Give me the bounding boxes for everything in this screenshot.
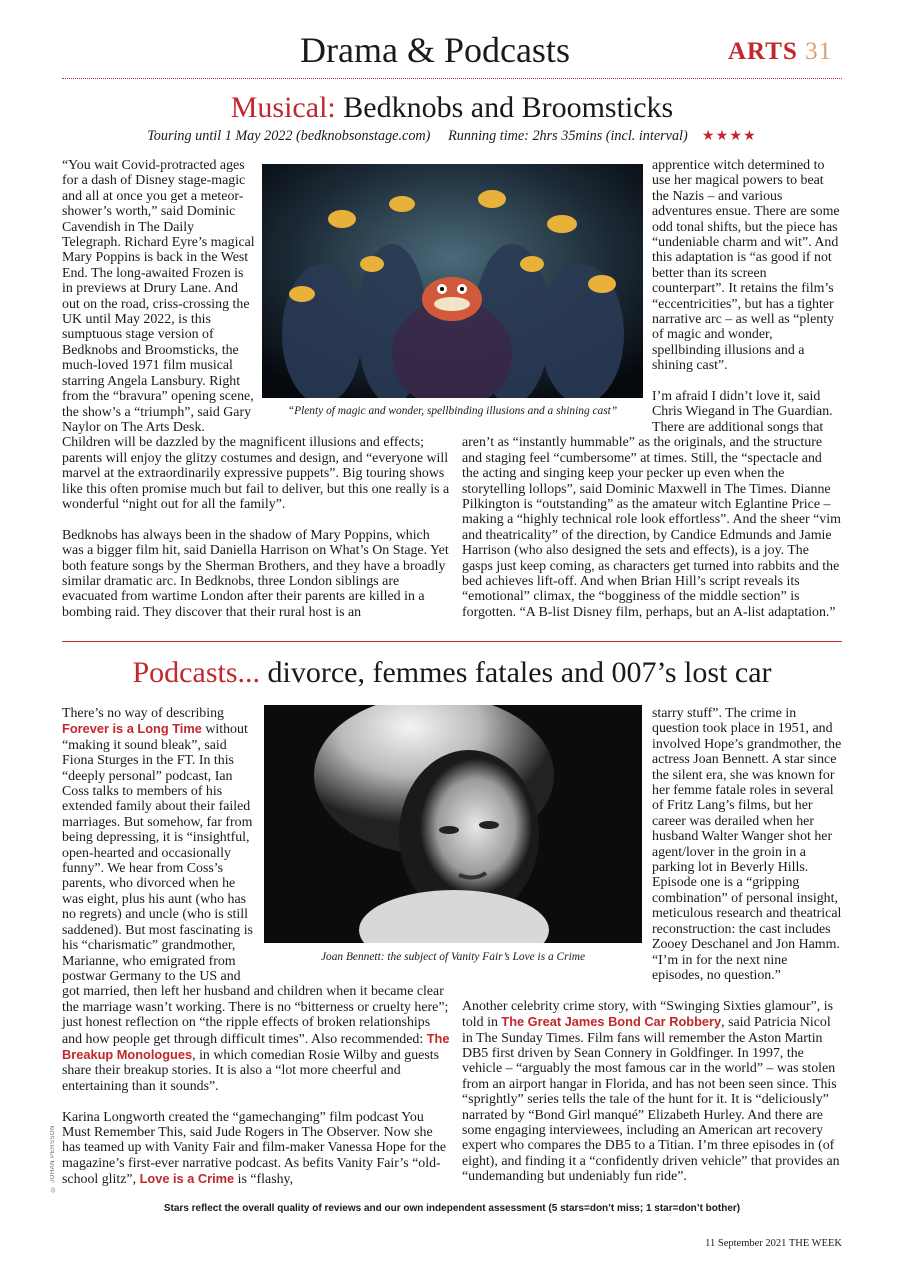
musical-para-4: I’m afraid I didn’t love it, said Chris Wiegand in The Guardian. There are additional songs that aren’t as “instantly hummable” as the originals, and the structure and staging feel “cumbersome” at times. Still, the “spectacle and the acting and singing keep your pecker up even when the storytelling lollops”, said Dominic Maxwell in The Times. Dianne Pilkington is “outstanding” as the amateur witch Eglantine Price – making a “highly technical role look effortless”. And the sheer “vim and theatricality” of the direction, by Candice Edmunds and Jamie Harrison (who also designed the sets and effects), is a joy. The gasps just keep coming, as characters get turned into rabbits and the bed achieves lift-off. And when Brian Hill’s script reveals its “emotional” climax, the “bogginess of the middle section” is forgotten. “A B-list Disney film, perhaps, but an A-list adaptation.”: [462, 389, 841, 620]
podcasts-para-2-b: is “flashy,: [237, 1172, 294, 1188]
podcasts-caption: Joan Bennett: the subject of Vanity Fair’s Love is a Crime: [320, 951, 586, 963]
musical-left-flow: [62, 158, 452, 620]
musical-headline: [62, 91, 842, 125]
podcasts-para-1-a: There’s no way of describing: [62, 706, 225, 721]
podcasts-para-1-b: without “making it sound bleak”, said Fiona Sturges in the FT. In this “deeply personal” podcast, Ian Coss talks to members of his extended family about their failed marriages. But somehow, far from being depressing, it is “insightful, open-hearted and occasionally funny”. We hear from Coss’s parents, who divorced when he was eight, plus his aunt (who has no regrets) and uncle (who is still saddened). But most fascinating is his “charismatic” grandmother, Marianne, who emigrated from postwar Germany to the US and got married, then left her husband and children when it became clear the marriage wasn’t working. There is no “bitterness or cruelty here”; just honest reflection on “the ripple effects of broken relationships and how people get through difficult times”. Also recommended:: [62, 722, 449, 1047]
musical-running-time: Running time: 2hrs 35mins (incl. interval): [448, 128, 688, 144]
photo-spacer-right: [462, 158, 652, 421]
photo-spacer: [256, 158, 452, 431]
podcast-link-forever[interactable]: Forever is a Long Time: [62, 721, 202, 737]
podcasts-title: divorce, femmes fatales and 007’s lost car: [267, 656, 772, 689]
musical-para-3: apprentice witch determined to use her magical powers to beat the Nazis – and various adventures ensue. There are some odd tonal shifts, but the piece has “undeniable charm and wit”. And this adaptation is “as good if not better than its screen counterpart”. It retains the film’s “eccentricities”, but has a tighter narrative arc – as well as “plenty of magic and wonder, spellbinding illusions and a shining cast”.: [652, 158, 840, 374]
page-number: 31: [805, 38, 833, 65]
rating-stars: ★★★★: [701, 128, 757, 144]
podcasts-para-3: starry stuff”. The crime in question took place in 1951, and involved Hope’s grandmother, the actress Joan Bennett. A star since the silent era, she was known for her femme fatale roles in several of Fritz Lang’s films, but her career was derailed when her husband Walter Wanger shot her agent/lover in the groin in a parking lot in Beverly Hills. Episode one is a “gripping combination” of personal insight, meticulous research and theatrical reconstruction: the cast includes Zooey Deschanel and Jon Hamm. “I’m in for the next nine episodes, no question.”: [652, 706, 842, 983]
podcast-link-breakup[interactable]: The Breakup Monologues: [62, 1030, 450, 1062]
section-divider: [62, 641, 842, 642]
photo-spacer-pod: [258, 706, 452, 974]
podcasts-para-1-c: , in which comedian Rosie Wilby and guests share their breakup stories. It is also a “lot more cheerful and entertaining than it sounds”.: [62, 1047, 439, 1094]
podcast-link-bond[interactable]: The Great James Bond Car Robbery: [501, 1014, 722, 1030]
musical-para-1: “You wait Covid-protracted ages for a dash of Disney stage-magic and all at once you get a meteor-shower’s worth,” said Dominic Cavendish in The Daily Telegraph. Richard Eyre’s magical Mary Poppins is back in the West End. The long-awaited Frozen is in previews at Drury Lane. And out on the road, criss-crossing the UK until May 2022, is this sumptuous stage version of Bedknobs and Broomsticks, the much-loved 1971 film musical starring Angela Lansbury. Right from the “bravura” opening scene, the show’s a “triumph”, said Gary Naylor on The Arts Desk. Children will be dazzled by the magnificent illusions and effects; parents will enjoy the glitzy costumes and design, and “everyone will marvel at the extraordinarily expressive puppets”. Big touring shows like this often promise much but fail to deliver, but this one really is a wonderful “night out for all the family”.: [62, 158, 450, 512]
section-label: [728, 38, 832, 66]
podcasts-right-flow: [462, 706, 842, 1185]
musical-right-flow: [462, 158, 842, 620]
musical-para-2: Bedknobs has always been in the shadow of Mary Poppins, which was a bigger film hit, said Daniella Harrison on What’s On Stage. Yet both feature songs by the Sherman Brothers, and they have a broadly similar dramatic arc. In Bedknobs, three London siblings are evacuated from wartime London after their parents are killed in a bombing raid. They discover that their rural host is an: [62, 527, 449, 620]
musical-caption: “Plenty of magic and wonder, spellbinding illusions and a shining cast”: [287, 405, 618, 417]
podcasts-label: Podcasts...: [132, 656, 260, 689]
musical-label: Musical:: [230, 91, 336, 124]
podcasts-headline: [62, 656, 842, 690]
musical-meta: [62, 128, 842, 145]
podcasts-para-4-a: Another celebrity crime story, with “Swinging Sixties glamour”, is told in: [462, 998, 833, 1031]
photo-credit: © JOHAN PERSSON: [50, 1125, 56, 1192]
folio: [600, 1238, 842, 1249]
star-note: Stars reflect the overall quality of reviews and our own independent assessment (5 stars=don’t miss; 1 star=don’t bother): [163, 1203, 741, 1214]
musical-title: Bedknobs and Broomsticks: [343, 91, 674, 124]
photo-spacer-pod-right: [462, 706, 652, 972]
podcasts-para-2-a: Karina Longworth created the “gamechanging” film podcast You Must Remember This, said Jude Rogers in The Observer. Now she has teamed up with Vanity Fair and film-maker Vanessa Hope for the magazine’s first-ever narrative podcast. As befits Vanity Fair’s “old-school glitz”,: [62, 1109, 447, 1188]
podcasts-para-2: [62, 1110, 452, 1188]
musical-touring: Touring until 1 May 2022 (bedknobsonstage.com): [147, 128, 431, 144]
section-title: Drama & Podcasts: [300, 30, 570, 70]
header-rule: [62, 78, 842, 79]
podcasts-para-4-b: , said Patricia Nicol in The Sunday Times. Film fans will remember the Aston Martin DB5 first driven by Sean Connery in Goldfinger. In 1997, the vehicle – “arguably the most famous car in the world” – was stolen from an airport hangar in Florida, and has not been seen since. This “sprightly” series tells the tale of the hunt for it. It is “deliciously” narrated by “Bond Girl manqué” Elizabeth Hurley. And there are some engaging interviewees, including an American art recovery expert who compares the DB5 to a Titian. I’m three episodes in (of eight), and finding it a “confidently driven vehicle” that provides an “undemanding but undeniably fun ride”.: [462, 1015, 840, 1185]
podcasts-left-flow: [62, 706, 452, 1188]
section-label-text: ARTS: [728, 38, 798, 65]
podcasts-para-4: [462, 999, 842, 1185]
magazine-name: THE WEEK: [788, 1238, 842, 1249]
podcast-link-love-crime[interactable]: Love is a Crime: [139, 1171, 235, 1187]
issue-date: 11 September 2021: [705, 1238, 787, 1249]
